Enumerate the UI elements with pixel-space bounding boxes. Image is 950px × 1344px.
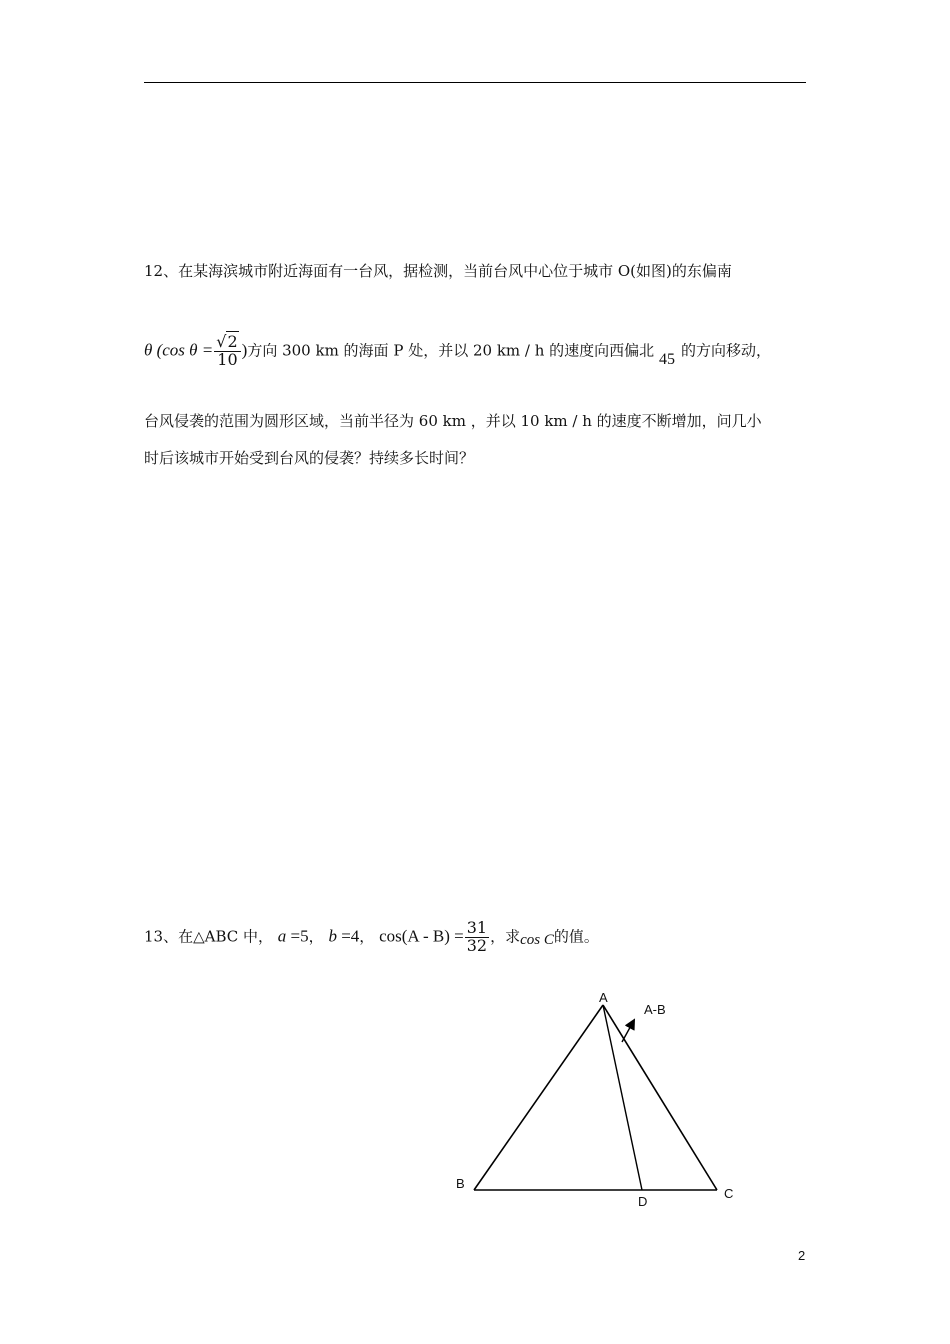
fraction-denominator: 10: [217, 349, 238, 369]
segment-ad: [603, 1005, 642, 1190]
q13-prefix: 13、在△ABC 中，: [144, 927, 274, 946]
separator-1: ，: [308, 927, 324, 946]
fraction-numerator: 31: [466, 918, 488, 937]
q12-line3: 台风侵袭的范围为圆形区域，当前半径为 60 km ，并以 10 km / h 的速度不断增加，问几小: [144, 412, 762, 430]
label-a: A: [599, 990, 608, 1005]
sqrt-argument: 2: [227, 332, 238, 351]
q12-line2-end: 的方向移动，: [680, 341, 771, 360]
q13-ask: ，求: [490, 927, 521, 946]
q12-line2-text: 方向 300 km 的海面 P 处，并以 20 km / h 的速度向西偏北: [247, 341, 655, 360]
label-c: C: [724, 1186, 734, 1201]
label-b: B: [456, 1176, 465, 1191]
close-paren: ): [241, 340, 248, 360]
label-d: D: [638, 1194, 648, 1209]
fraction-denominator: 32: [466, 935, 488, 955]
angle-45: 45: [658, 351, 675, 369]
angle-arrow-icon: [622, 1022, 633, 1042]
cos-c: cos C: [520, 932, 554, 949]
side-ab: [474, 1005, 603, 1190]
sqrt-sign-icon: √: [216, 332, 227, 351]
var-b: b: [328, 926, 337, 946]
q12-line1: 12、在某海滨城市附近海面有一台风，据检测，当前台风中心位于城市 O(如图)的东偏南: [144, 262, 732, 280]
q12-line4: 时后该城市开始受到台风的侵袭？持续多长时间？: [144, 449, 475, 467]
label-a-minus-b: A-B: [644, 1002, 666, 1017]
q13-suffix: 的值。: [553, 927, 599, 946]
theta-cos-expression: θ (cos θ =: [144, 340, 214, 360]
separator-2: ，: [359, 927, 375, 946]
page-number: 2: [798, 1248, 806, 1263]
side-ac: [603, 1005, 717, 1190]
a-value: =5: [286, 926, 309, 946]
var-a: a: [277, 926, 287, 946]
cos-a-minus-b: cos(A - B) =: [379, 926, 464, 946]
b-value: =4: [336, 926, 360, 946]
